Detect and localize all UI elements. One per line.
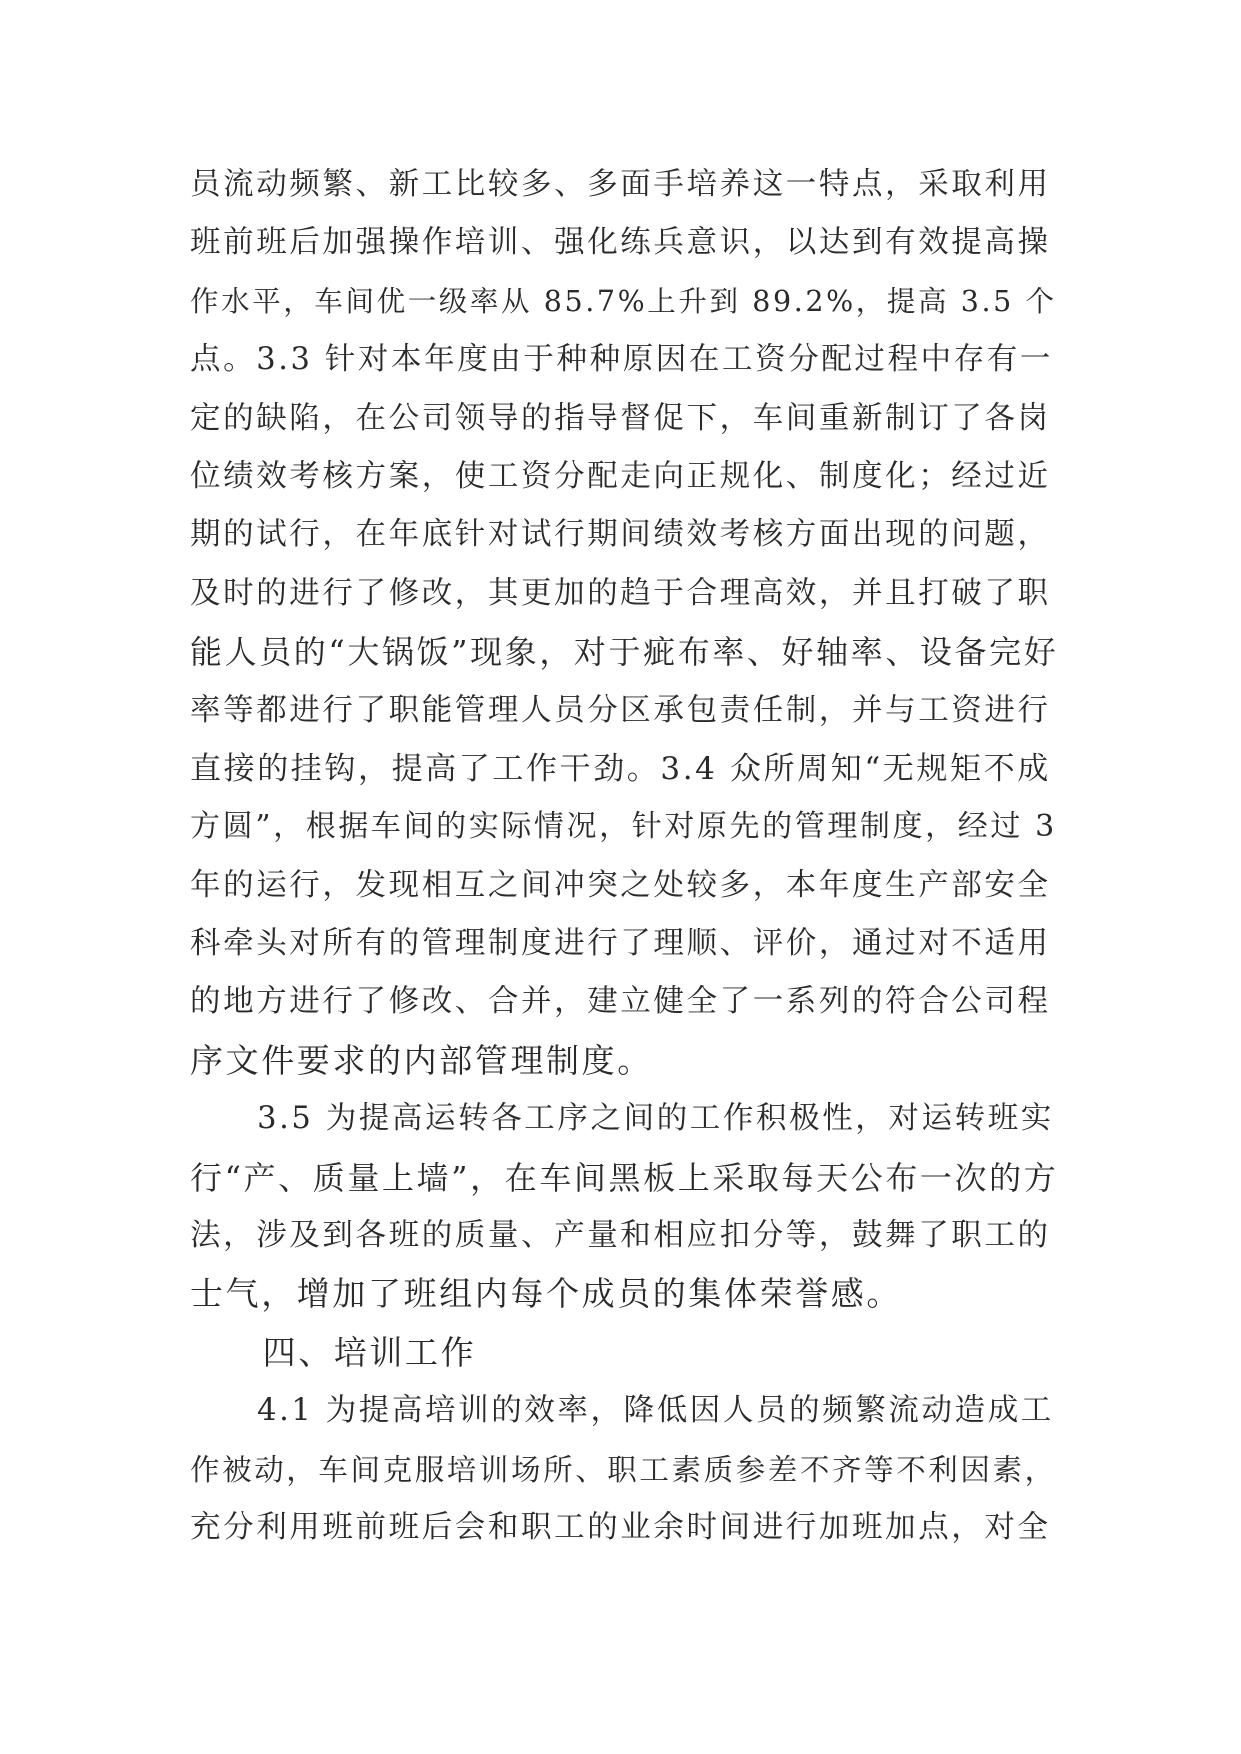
- text-line: 方圆”，根据车间的实际情况，针对原先的管理制度，经过 3: [190, 809, 1057, 845]
- text-line: 直接的挂钩，提高了工作干劲。3.4 众所周知“无规矩不成: [190, 750, 1051, 787]
- text-line: 年的运行，发现相互之间冲突之处较多，本年度生产部安全: [190, 867, 1051, 903]
- text-line: 士气，增加了班组内每个成员的集体荣誉感。: [190, 1274, 902, 1314]
- text-line: 员流动频繁、新工比较多、多面手培养这一特点，采取利用: [190, 167, 1051, 202]
- text-line: 的地方进行了修改、合并，建立健全了一系列的符合公司程: [190, 984, 1051, 1020]
- text-line: 班前班后加强操作培训、强化练兵意识，以达到有效提高操: [190, 225, 1051, 261]
- text-line: 点。3.3 针对本年度由于种种原因在工资分配过程中存有一: [190, 342, 1053, 378]
- text-line: 序文件要求的内部管理制度。: [190, 1040, 653, 1080]
- text-line: 率等都进行了职能管理人员分区承包责任制，并与工资进行: [190, 692, 1051, 728]
- text-line: 能人员的“大锅饭”现象，对于疵布率、好轴率、设备完好: [190, 633, 1059, 672]
- text-line: 定的缺陷，在公司领导的指导督促下，车间重新制订了各岗: [190, 400, 1051, 436]
- text-line: 作水平，车间优一级率从 85.7%上升到 89.2%，提高 3.5 个: [190, 284, 1057, 318]
- text-line: 行“产、质量上墙”，在车间黑板上采取每天公布一次的方: [190, 1158, 1059, 1197]
- text-line: 充分利用班前班后会和职工的业余时间进行加班加点，对全: [190, 1509, 1051, 1545]
- body-text: [190, 156, 1060, 1557]
- section-heading: 四、培训工作: [262, 1332, 477, 1372]
- text-line: 科牵头对所有的管理制度进行了理顺、评价，通过对不适用: [190, 926, 1051, 962]
- text-line: 法，涉及到各班的质量、产量和相应扣分等，鼓舞了职工的: [190, 1218, 1051, 1254]
- text-line: 及时的进行了修改，其更加的趋于合理高效，并且打破了职: [190, 575, 1051, 611]
- text-line: 4.1 为提高培训的效率，降低因人员的频繁流动造成工: [257, 1393, 1054, 1429]
- text-line: 作被动，车间克服培训场所、职工素质参差不齐等不利因素，: [190, 1452, 1057, 1487]
- text-line: 3.5 为提高运转各工序之间的工作积极性，对运转班实: [257, 1101, 1054, 1137]
- text-line: 位绩效考核方案，使工资分配走向正规化、制度化；经过近: [190, 458, 1051, 494]
- text-line: 期的试行，在年底针对试行期间绩效考核方面出现的问题，: [190, 517, 1051, 553]
